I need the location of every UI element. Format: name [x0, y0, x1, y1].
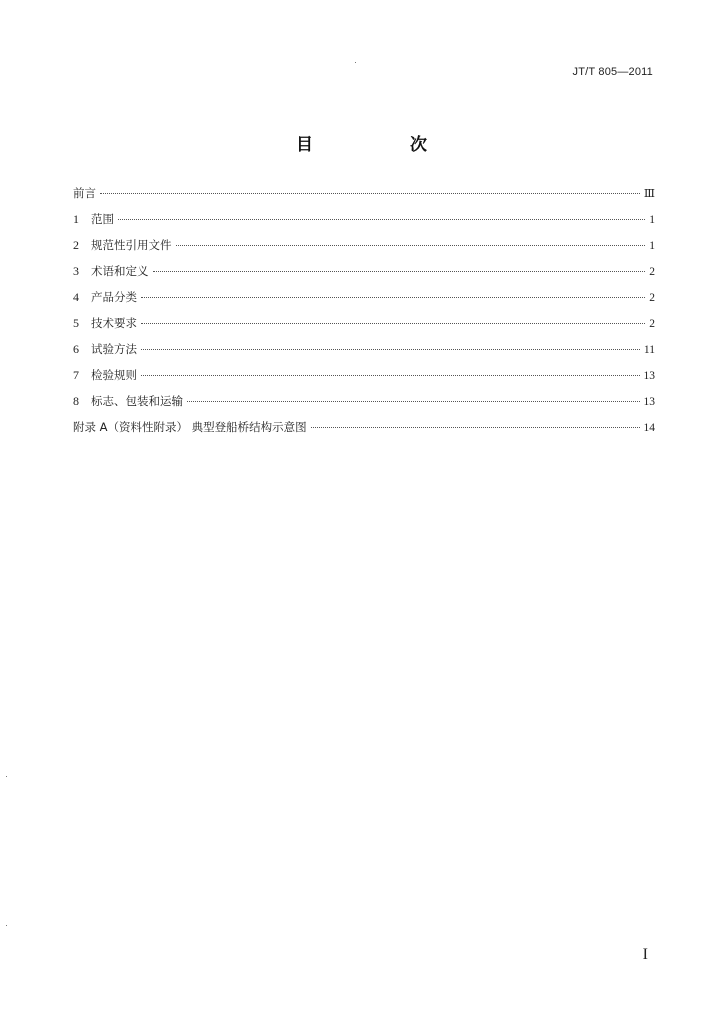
toc-entry-marking-packaging-transport[interactable] [73, 394, 655, 420]
toc-entry-label: 规范性引用文件 [91, 238, 172, 252]
toc-entry-page: 13 [643, 370, 655, 382]
toc-leader-dots [100, 193, 640, 194]
toc-entry-label: 范围 [91, 212, 114, 226]
toc-entry-number: 3 [73, 264, 79, 278]
document-code: JT/T 805—2011 [572, 66, 653, 78]
toc-entry-product-classification[interactable] [73, 290, 655, 316]
toc-entry-label: 前言 [73, 186, 96, 200]
toc-entry-page: Ⅲ [643, 188, 655, 200]
toc-entry-number: 1 [73, 212, 79, 226]
toc-entry-label: 试验方法 [91, 342, 137, 356]
toc-entry-label: 附录 A（资料性附录） 典型登船桥结构示意图 [73, 420, 307, 434]
toc-entry-page: 1 [649, 214, 655, 226]
toc-entry-normative-references[interactable] [73, 238, 655, 264]
toc-leader-dots [153, 271, 646, 272]
toc-leader-dots [118, 219, 645, 220]
toc-entry-scope[interactable] [73, 212, 655, 238]
toc-leader-dots [187, 401, 640, 402]
toc-leader-dots [141, 297, 645, 298]
toc-leader-dots [141, 323, 645, 324]
toc-entry-number: 8 [73, 394, 79, 408]
toc-entry-technical-requirements[interactable] [73, 316, 655, 342]
toc-entry-page: 13 [643, 396, 655, 408]
toc-leader-dots [141, 349, 640, 350]
toc-entry-number: 2 [73, 238, 79, 252]
toc-entry-number: 4 [73, 290, 79, 304]
toc-entry-page: 14 [643, 422, 655, 434]
toc-entry-page: 1 [649, 240, 655, 252]
scan-speck [6, 776, 7, 777]
toc-entry-label: 技术要求 [91, 316, 137, 330]
toc-entry-page: 2 [649, 292, 655, 304]
toc-leader-dots [176, 245, 646, 246]
toc-entry-foreword[interactable] [73, 186, 655, 212]
page-number: I [642, 946, 648, 963]
toc-entry-inspection-rules[interactable] [73, 368, 655, 394]
toc-entry-page: 2 [649, 266, 655, 278]
toc-entry-annex-a[interactable] [73, 420, 655, 446]
toc-entry-number: 7 [73, 368, 79, 382]
toc-entry-page: 11 [643, 344, 655, 356]
toc-entry-label: 检验规则 [91, 368, 137, 382]
toc-entry-label: 产品分类 [91, 290, 137, 304]
toc-entry-label: 标志、包装和运输 [91, 394, 183, 408]
table-of-contents [73, 186, 655, 446]
scan-speck [6, 925, 7, 926]
toc-entry-terms-definitions[interactable] [73, 264, 655, 290]
toc-entry-test-methods[interactable] [73, 342, 655, 368]
toc-entry-number: 5 [73, 316, 79, 330]
toc-title: 目 次 [296, 135, 467, 155]
toc-leader-dots [141, 375, 640, 376]
toc-leader-dots [311, 427, 640, 428]
toc-entry-number: 6 [73, 342, 79, 356]
toc-entry-label: 术语和定义 [91, 264, 149, 278]
toc-entry-page: 2 [649, 318, 655, 330]
scan-speck [355, 62, 356, 63]
